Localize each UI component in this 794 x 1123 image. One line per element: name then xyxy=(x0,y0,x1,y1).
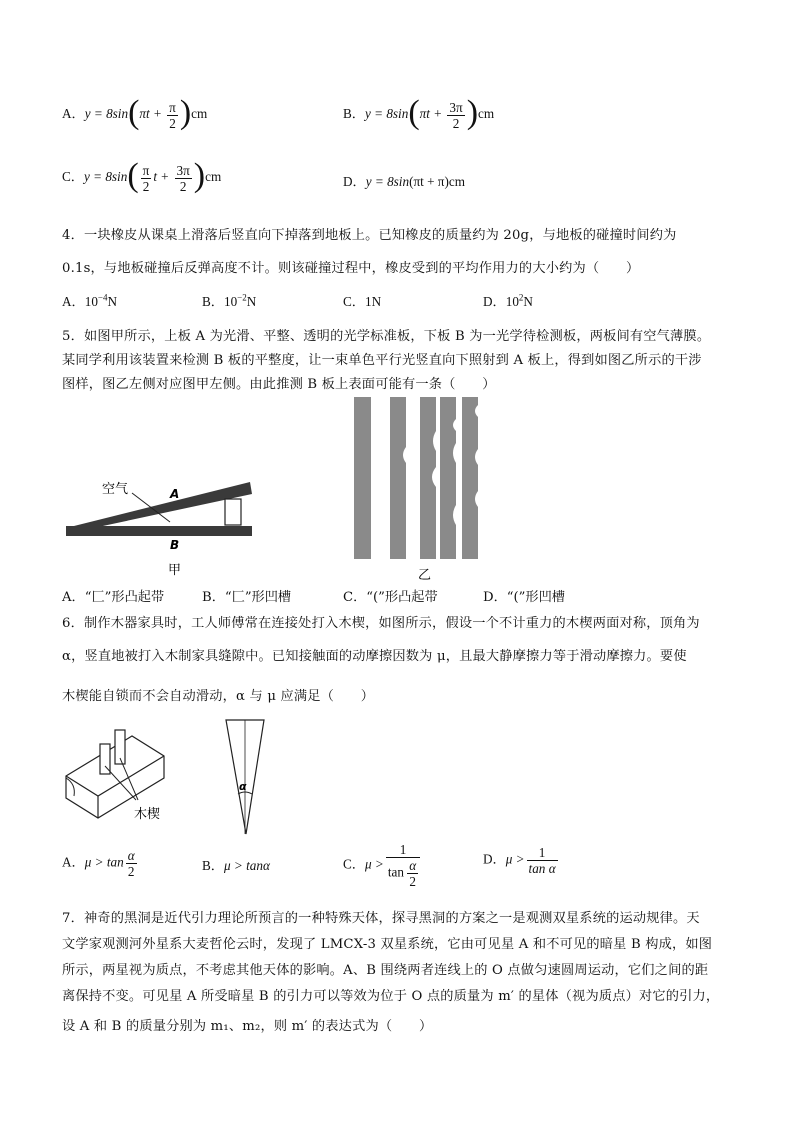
q7-stem-line4: 离保持不变。可见星 A 所受暗星 B 的引力可以等效为位于 O 点的质量为 m′ 的星体（视为质点）对它的引力， xyxy=(62,989,720,1004)
q4-stem-line2: 0.1s，与地板碰撞后反弹高度不计。则该碰撞过程中，橡皮受到的平均作用力的大小约为（ ） xyxy=(62,261,640,276)
q5-stem-line1: 5．如图甲所示，上板 A 为光滑、平整、透明的光学标准板，下板 B 为一光学待检测板，两板间有空气薄膜。 xyxy=(62,329,711,344)
fringe-2 xyxy=(390,397,406,559)
label-a: A xyxy=(170,487,180,501)
q4-stem-line1: 4．一块橡皮从课桌上滑落后竖直向下掉落到地板上。已知橡皮的质量约为 20g，与地板的碰撞时间约为 xyxy=(62,228,677,243)
q5-figure-yi xyxy=(350,395,500,585)
q7-stem-line5: 设 A 和 B 的质量分别为 m₁、m₂，则 m′ 的表达式为（ ） xyxy=(62,1019,433,1034)
q6-option-d: D．μ > $\frac{1}{\text{tan α}}$ xyxy=(483,845,556,876)
q5-option-c: C．“(”形凸起带 xyxy=(343,590,438,605)
q4-option-a: A．$10^{-4}N$ xyxy=(62,292,118,309)
air-label: 空气 xyxy=(102,482,129,497)
q6-stem-line1: 6．制作木器家具时，工人师傅常在连接处打入木楔，如图所示，假设一个不计重力的木楔两面对称，顶角为 xyxy=(62,616,700,631)
q6-option-a: A．μ > tan $\frac{\alpha}{2}$ xyxy=(62,848,135,879)
fringe-1 xyxy=(354,397,371,559)
q5-stem-line3: 图样，图乙左侧对应图甲左侧。由此推测 B 板上表面可能有一条（ ） xyxy=(62,377,496,392)
fringe-5 xyxy=(462,397,478,559)
caption-jia: 甲 xyxy=(168,563,182,578)
q5-figure-jia xyxy=(60,460,260,580)
caption-yi: 乙 xyxy=(418,568,432,583)
q6-stem-line3: 木楔能自锁而不会自动滑动，α 与 μ 应满足（ ） xyxy=(62,689,375,704)
q7-stem-line1: 7．神奇的黑洞是近代引力理论所预言的一种特殊天体，探寻黑洞的方案之一是观测双星系统的运动规律。天 xyxy=(62,911,700,926)
q3-option-b: B．y = 8sin(πt + $\frac{3\pi}{2}$ )cm xyxy=(343,94,495,131)
plate-a xyxy=(66,482,252,533)
q4-option-c: C．1N xyxy=(343,294,382,309)
q5-option-d: D．“(”形凹槽 xyxy=(483,590,565,605)
q4-option-b: B．$10^{-2}N$ xyxy=(202,292,257,309)
q7-stem-line2: 文学家观测河外星系大麦哲伦云时，发现了 LMCX-3 双星系统，它由可见星 A 和不可见的暗星 B 构成，如图 xyxy=(62,937,713,952)
q6-figure-wedge xyxy=(222,716,272,841)
plate-b xyxy=(66,526,252,536)
q7-stem-line3: 所示，两星视为质点，不考虑其他天体的影响。A、B 围绕两者连线上的 O 点做匀速圆周运动，它们之间的距 xyxy=(62,963,709,978)
q4-option-d: D．$10^2N$ xyxy=(483,292,533,309)
wedge-label: 木楔 xyxy=(134,807,161,822)
q6-stem-line2: α，竖直地被打入木制家具缝隙中。已知接触面的动摩擦因数为 μ，且最大静摩擦力等于滑动摩擦力。要使 xyxy=(62,649,687,664)
fringe-4 xyxy=(440,397,456,559)
q5-stem-line2: 某同学利用该装置来检测 B 板的平整度，让一束单色平行光竖直向下照射到 A 板上，得到如图乙所示的干涉 xyxy=(62,353,702,368)
alpha-label: α xyxy=(239,780,247,793)
q5-option-b: B．“匚”形凹槽 xyxy=(202,590,292,605)
fringe-3 xyxy=(420,397,436,559)
label-b: B xyxy=(170,538,180,552)
q3-option-d: D．y = 8sin(πt + π)cm xyxy=(343,174,465,189)
q6-figure-furniture xyxy=(60,718,170,833)
q3-option-a: A．y = 8sin(πt + $\frac{\pi}{2}$ )cm xyxy=(62,94,208,131)
spacer-block xyxy=(225,499,241,525)
q5-option-a: A．“匚”形凸起带 xyxy=(62,590,165,605)
q6-option-b: B．μ > tanα xyxy=(202,858,270,873)
q6-option-c: C．μ > 1 tan $\frac{\alpha}{2}$ xyxy=(343,842,422,889)
q3-option-c: C．y = 8sin( $\frac{\pi}{2}$ t + $\frac{3\pi}{2}$ )cm xyxy=(62,157,222,194)
